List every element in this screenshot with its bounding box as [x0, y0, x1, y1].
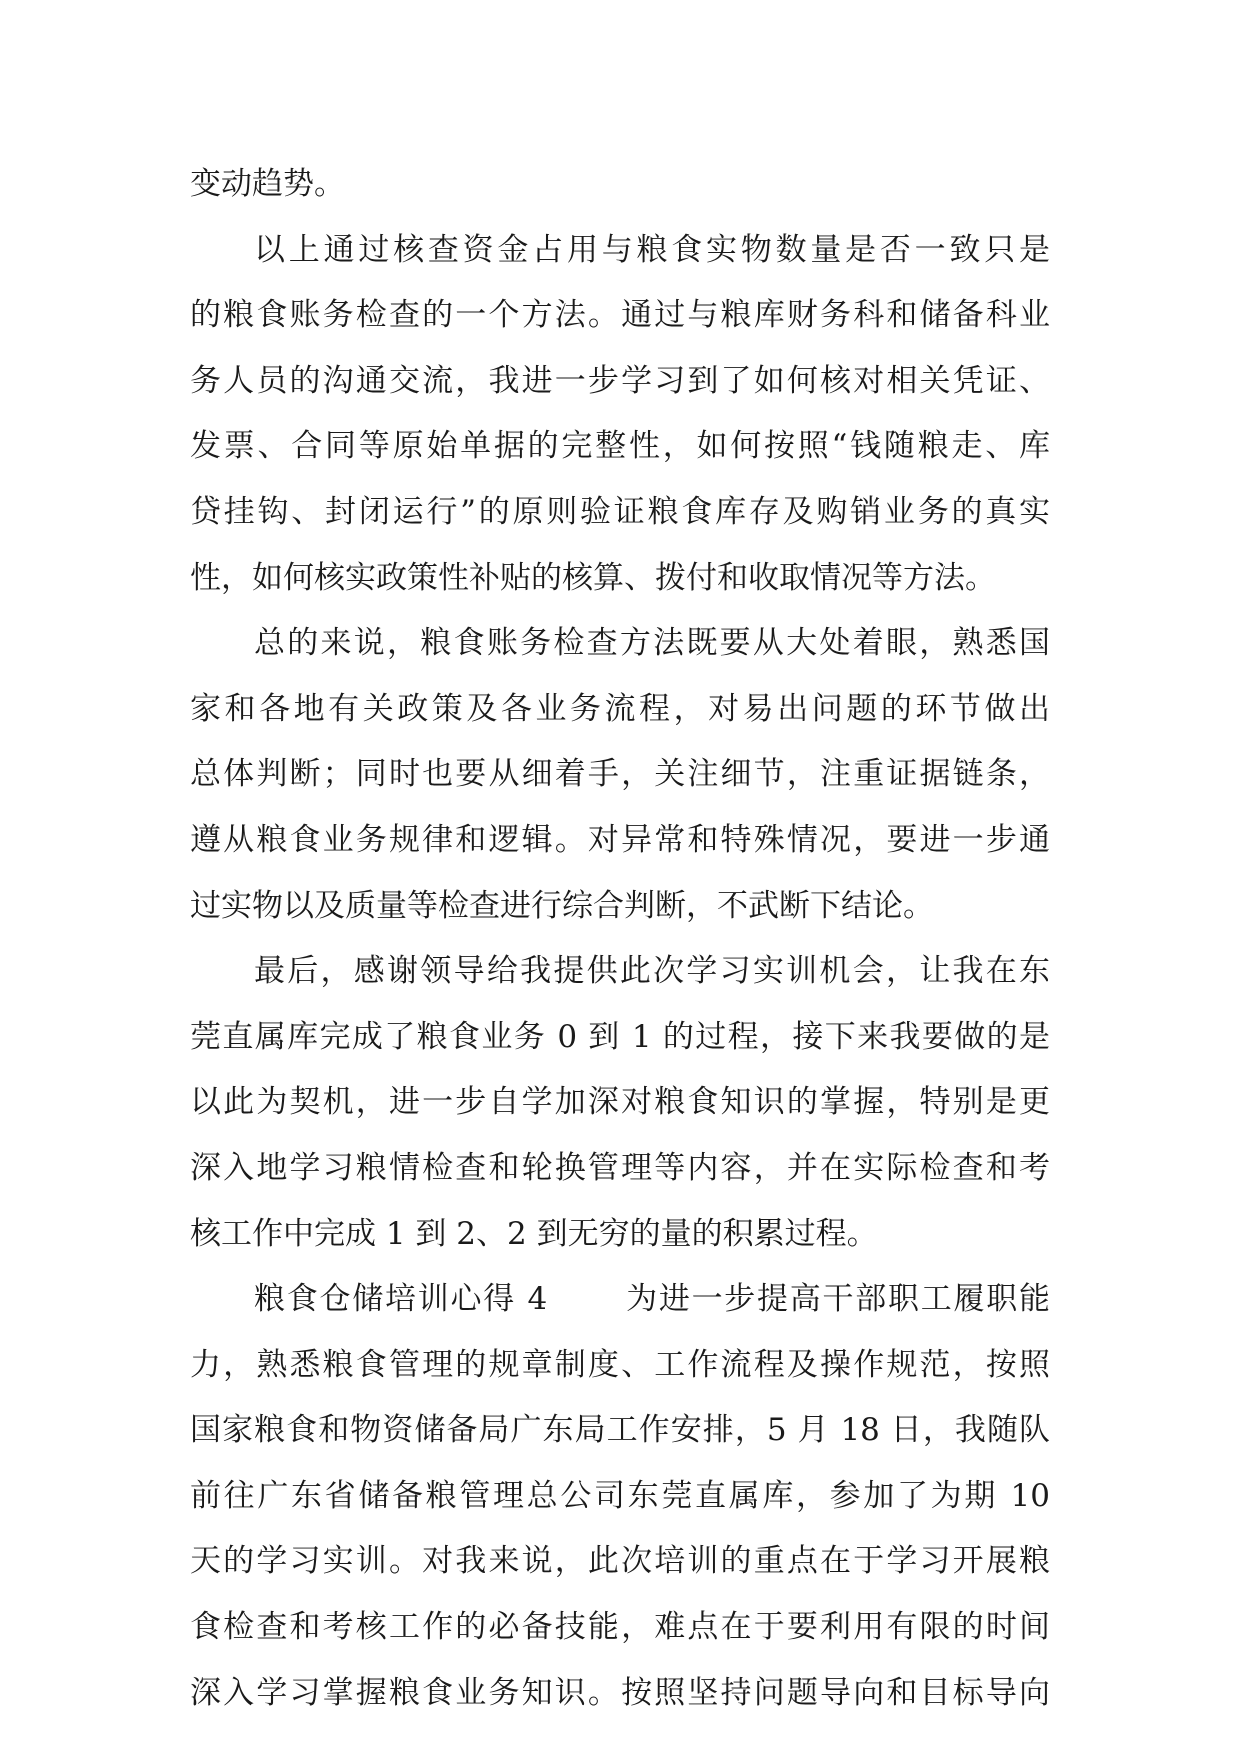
text-line: 食检查和考核工作的必备技能，难点在于要利用有限的时间 — [190, 1609, 1050, 1646]
text-line: 天的学习实训。对我来说，此次培训的重点在于学习开展粮 — [190, 1543, 1050, 1580]
text-line: 发票、合同等原始单据的完整性，如何按照“钱随粮走、库 — [190, 428, 1050, 465]
text-line: 遵从粮食业务规律和逻辑。对异常和特殊情况，要进一步通 — [190, 821, 1050, 858]
text-line: 变动趋势。 — [190, 166, 345, 202]
text-line: 性，如何核实政策性补贴的核算、拨付和收取情况等方法。 — [190, 559, 996, 596]
text-line: 粮食仓储培训心得 4 为进一步提高干部职工履职能 — [254, 1281, 1050, 1318]
text-line: 最后，感谢领导给我提供此次学习实训机会，让我在东 — [254, 953, 1050, 990]
text-line: 务人员的沟通交流，我进一步学习到了如何核对相关凭证、 — [190, 362, 1050, 399]
text-line: 核工作中完成 1 到 2、2 到无穷的量的积累过程。 — [190, 1215, 878, 1252]
text-line: 前往广东省储备粮管理总公司东莞直属库，参加了为期 10 — [190, 1477, 1050, 1514]
text-line: 深入学习掌握粮食业务知识。按照坚持问题导向和目标导向 — [190, 1674, 1050, 1711]
text-line: 贷挂钩、封闭运行”的原则验证粮食库存及购销业务的真实 — [190, 493, 1050, 530]
text-line: 国家粮食和物资储备局广东局工作安排，5 月 18 日，我随队 — [190, 1412, 1050, 1449]
text-line: 总体判断；同时也要从细着手，关注细节，注重证据链条， — [190, 756, 1050, 793]
text-line: 以上通过核查资金占用与粮食实物数量是否一致只是 — [254, 231, 1050, 268]
text-line: 以此为契机，进一步自学加深对粮食知识的掌握，特别是更 — [190, 1084, 1050, 1121]
text-line: 过实物以及质量等检查进行综合判断，不武断下结论。 — [190, 887, 934, 924]
text-line: 力，熟悉粮食管理的规章制度、工作流程及操作规范，按照 — [190, 1346, 1050, 1383]
document-body — [190, 152, 1050, 1726]
text-line: 的粮食账务检查的一个方法。通过与粮库财务科和储备科业 — [190, 297, 1050, 334]
text-line: 总的来说，粮食账务检查方法既要从大处着眼，熟悉国 — [254, 625, 1050, 662]
text-line: 深入地学习粮情检查和轮换管理等内容，并在实际检查和考 — [190, 1149, 1050, 1186]
text-line: 莞直属库完成了粮食业务 0 到 1 的过程，接下来我要做的是 — [190, 1018, 1050, 1055]
text-line: 家和各地有关政策及各业务流程，对易出问题的环节做出 — [190, 690, 1050, 727]
